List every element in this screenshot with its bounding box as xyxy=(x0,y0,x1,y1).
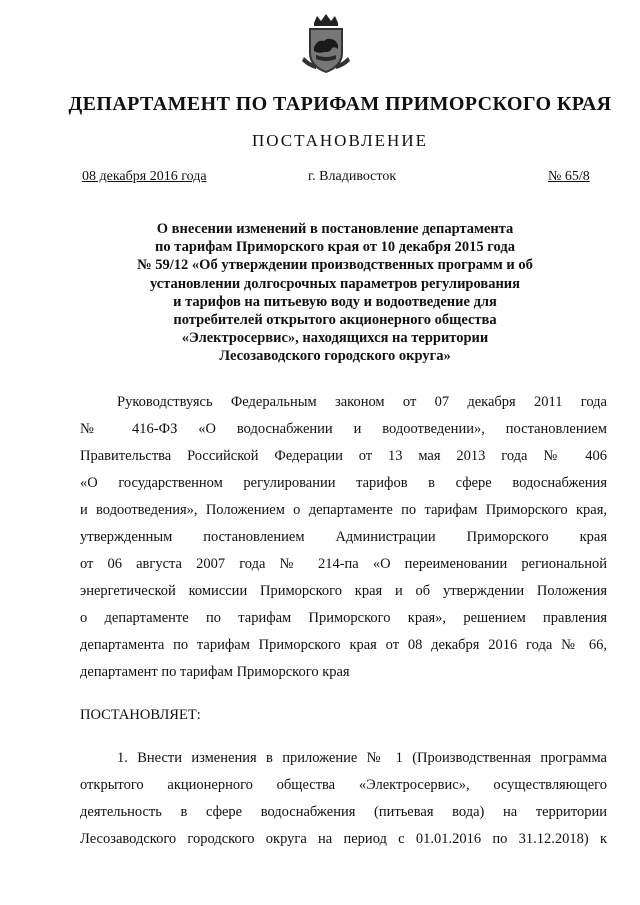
preamble-line: утвержденным постановлением Администрации Приморского края xyxy=(80,529,607,545)
preamble-line: энергетической комиссии Приморского края и об утверждении Положения xyxy=(80,583,607,599)
preamble-line: № 416-ФЗ «О водоснабжении и водоотведении», постановлением xyxy=(80,421,607,437)
title-line: № 59/12 «Об утверждении производственных программ и об xyxy=(137,257,533,274)
title-line: потребителей открытого акционерного общества xyxy=(173,312,497,329)
preamble-line: о департаменте по тарифам Приморского края», решением правления xyxy=(80,610,607,626)
title-line: Лесозаводского городского округа» xyxy=(219,348,451,365)
title-line: и тарифов на питьевую воду и водоотведение для xyxy=(173,293,497,310)
item-1-line: открытого акционерного общества «Электросервис», осуществляющего xyxy=(80,777,607,793)
preamble-line: Правительства Российской Федерации от 13 мая 2013 года № 406 xyxy=(80,448,607,464)
title-line: установлении долгосрочных параметров регулирования xyxy=(149,275,521,292)
document-number: № 65/8 xyxy=(548,169,590,184)
document-body xyxy=(80,389,607,853)
coat-of-arms-emblem xyxy=(302,13,350,75)
item-1-line: 1. Внести изменения в приложение № 1 (Производственная программа xyxy=(117,750,607,766)
title-line: по тарифам Приморского края от 10 декабря 2015 года xyxy=(155,239,515,256)
preamble-line: «О государственном регулировании тарифов в сфере водоснабжения xyxy=(80,475,607,491)
coat-of-arms-icon xyxy=(302,13,350,75)
document-type: ПОСТАНОВЛЕНИЕ xyxy=(251,131,428,150)
document-title xyxy=(100,220,570,366)
item-1-paragraph xyxy=(80,745,607,853)
preamble-line: Руководствуясь Федеральным законом от 07 декабря 2011 года xyxy=(117,394,607,410)
preamble-line: и водоотведения», Положением о департаменте по тарифам Приморского края, xyxy=(80,502,607,518)
department-name: ДЕПАРТАМЕНТ ПО ТАРИФАМ ПРИМОРСКОГО КРАЯ xyxy=(68,93,612,115)
resolves-heading: ПОСТАНОВЛЯЕТ: xyxy=(80,707,201,723)
preamble-line: департамента по тарифам Приморского края от 08 декабря 2016 года № 66, xyxy=(80,637,607,653)
item-1-line: Лесозаводского городского округа на период с 01.01.2016 по 31.12.2018) к xyxy=(80,831,607,847)
title-line: «Электросервис», находящихся на территории xyxy=(181,330,489,347)
item-1-line: деятельность в сфере водоснабжения (питьевая вода) на территории xyxy=(80,804,607,820)
preamble-paragraph xyxy=(80,389,607,686)
title-line: О внесении изменений в постановление департамента xyxy=(156,221,514,237)
preamble-line: от 06 августа 2007 года № 214-па «О переименовании региональной xyxy=(80,556,607,572)
document-city: г. Владивосток xyxy=(308,169,397,184)
document-date: 08 декабря 2016 года xyxy=(82,169,207,184)
preamble-line: департамент по тарифам Приморского края xyxy=(80,664,350,680)
